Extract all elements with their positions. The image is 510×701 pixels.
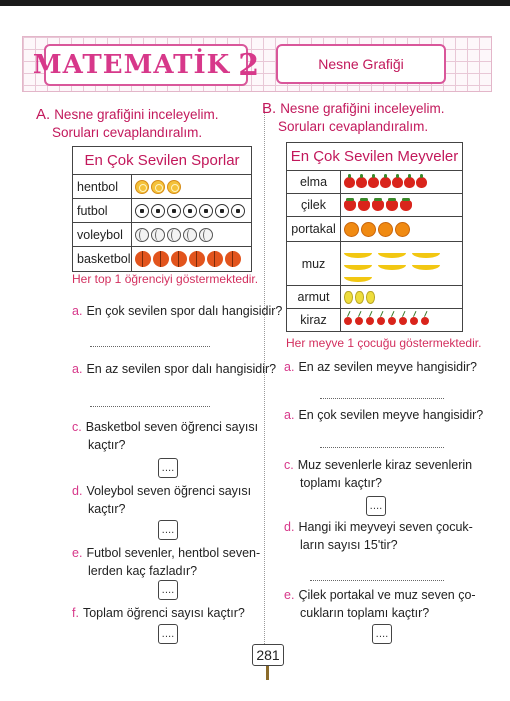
basketball-icon <box>135 251 151 267</box>
banana-icon <box>378 248 406 258</box>
tennis-ball-icon <box>151 180 165 194</box>
top-edge-bar <box>0 0 510 6</box>
soccer-ball-icon <box>151 204 165 218</box>
answer-line[interactable] <box>310 580 444 581</box>
question-b-a1: a. En az sevilen meyve hangisidir? <box>284 360 478 374</box>
question-b-c: c. Muz sevenlerle kiraz sevenlerin toplamı kaçtır? <box>284 458 473 490</box>
subject-title-box <box>32 44 260 86</box>
fruits-row-label: çilek <box>287 194 341 217</box>
fruits-row-label: muz <box>287 242 341 286</box>
question-d: d. Voleybol seven öğrenci sayısı kaçtır? <box>72 484 252 516</box>
orange-icon <box>395 222 410 237</box>
question-b-e: e. Çilek portakal ve muz seven ço- cukların toplamı kaçtır? <box>284 588 476 620</box>
sports-row-icons <box>131 175 251 199</box>
answer-box[interactable]: .... <box>158 520 178 540</box>
section-b-instruction-2: Soruları cevaplandıralım. <box>278 119 429 134</box>
tennis-ball-icon <box>135 180 149 194</box>
soccer-ball-icon <box>231 204 245 218</box>
apple-icon <box>392 177 403 188</box>
basketball-icon <box>225 251 241 267</box>
fruits-row-icons <box>341 242 463 286</box>
fruits-pictograph <box>286 142 463 332</box>
fruits-row-label: portakal <box>287 217 341 242</box>
soccer-ball-icon <box>167 204 181 218</box>
basketball-icon <box>189 251 205 267</box>
volleyball-icon <box>151 228 165 242</box>
answer-line[interactable] <box>320 447 444 448</box>
soccer-ball-icon <box>215 204 229 218</box>
strawberry-icon <box>400 200 412 211</box>
apple-icon <box>404 177 415 188</box>
pear-icon <box>344 291 353 304</box>
tennis-ball-icon <box>167 180 181 194</box>
question-b-a2: a. En çok sevilen meyve hangisidir? <box>284 408 484 422</box>
section-a-letter: A. <box>36 106 51 123</box>
apple-icon <box>368 177 379 188</box>
grade-number: 2 <box>238 47 260 83</box>
basketball-icon <box>171 251 187 267</box>
fruits-row-icons <box>341 194 463 217</box>
cherry-icon <box>355 317 363 325</box>
banana-icon <box>412 260 440 270</box>
question-c: c. Basketbol seven öğrenci sayısı kaçtır? <box>72 420 259 452</box>
answer-line[interactable] <box>320 398 444 399</box>
basketball-icon <box>153 251 169 267</box>
answer-box[interactable]: .... <box>158 458 178 478</box>
banana-icon <box>378 260 406 270</box>
sports-row-icons <box>131 199 251 223</box>
apple-icon <box>416 177 427 188</box>
question-f: f. Toplam öğrenci sayısı kaçtır? <box>72 606 245 620</box>
answer-box[interactable]: .... <box>158 624 178 644</box>
answer-box[interactable]: .... <box>158 580 178 600</box>
strawberry-icon <box>372 200 384 211</box>
page-number: 281 <box>252 644 284 666</box>
section-a-instruction-2: Soruları cevaplandıralım. <box>52 125 203 140</box>
cherry-icon <box>421 317 429 325</box>
sports-pictograph <box>72 146 252 272</box>
volleyball-icon <box>167 228 181 242</box>
section-b-letter: B. <box>262 100 277 117</box>
sports-row-icons <box>131 247 251 272</box>
fruits-row-label: armut <box>287 286 341 309</box>
answer-box[interactable]: .... <box>372 624 392 644</box>
column-divider <box>264 108 265 648</box>
soccer-ball-icon <box>183 204 197 218</box>
cherry-icon <box>377 317 385 325</box>
answer-box[interactable]: .... <box>366 496 386 516</box>
cherry-icon <box>366 317 374 325</box>
fruits-row-label: kiraz <box>287 309 341 332</box>
sports-row-label: voleybol <box>73 223 132 247</box>
pear-icon <box>366 291 375 304</box>
banana-icon <box>412 248 440 258</box>
page-number-marker <box>266 666 269 680</box>
apple-icon <box>344 177 355 188</box>
orange-icon <box>344 222 359 237</box>
pear-icon <box>355 291 364 304</box>
sports-row-label: basketbol <box>73 247 132 272</box>
section-a-heading <box>36 106 219 142</box>
strawberry-icon <box>386 200 398 211</box>
cherry-icon <box>388 317 396 325</box>
subject-title: MATEMATİK <box>32 50 231 80</box>
fruits-row-icons <box>341 171 463 194</box>
fruits-row-icons <box>341 309 463 332</box>
sports-row-label: hentbol <box>73 175 132 199</box>
volleyball-icon <box>183 228 197 242</box>
sports-row-label: futbol <box>73 199 132 223</box>
answer-line[interactable] <box>90 406 210 407</box>
basketball-icon <box>207 251 223 267</box>
volleyball-icon <box>135 228 149 242</box>
orange-icon <box>378 222 393 237</box>
question-a1: a. En çok sevilen spor dalı hangisidir? <box>72 304 283 318</box>
section-b-instruction-1: Nesne grafiğini inceleyelim. <box>280 101 445 116</box>
question-b-d: d. Hangi iki meyveyi seven çocuk- ların sayısı 15'tir? <box>284 520 473 552</box>
fruits-row-icons <box>341 286 463 309</box>
apple-icon <box>356 177 367 188</box>
cherry-icon <box>410 317 418 325</box>
orange-icon <box>361 222 376 237</box>
section-a-instruction-1: Nesne grafiğini inceleyelim. <box>54 107 219 122</box>
strawberry-icon <box>344 200 356 211</box>
cherry-icon <box>344 317 352 325</box>
fruits-table-title: En Çok Sevilen Meyveler <box>287 143 463 171</box>
soccer-ball-icon <box>135 204 149 218</box>
topic-title-box <box>276 44 446 84</box>
sports-legend-note: Her top 1 öğrenciyi göstermektedir. <box>72 272 259 286</box>
strawberry-icon <box>358 200 370 211</box>
sports-row-icons <box>131 223 251 247</box>
question-a2: a. En az sevilen spor dalı hangisidir? <box>72 362 277 376</box>
cherry-icon <box>399 317 407 325</box>
fruits-legend-note: Her meyve 1 çocuğu göstermektedir. <box>286 336 482 350</box>
fruits-row-icons <box>341 217 463 242</box>
sports-table-title: En Çok Sevilen Sporlar <box>73 147 252 175</box>
fruits-row-label: elma <box>287 171 341 194</box>
section-b-heading <box>262 100 445 136</box>
apple-icon <box>380 177 391 188</box>
topic-title: Nesne Grafiği <box>318 56 404 72</box>
volleyball-icon <box>199 228 213 242</box>
banana-icon <box>344 248 372 258</box>
soccer-ball-icon <box>199 204 213 218</box>
answer-line[interactable] <box>90 346 210 347</box>
question-e: e. Futbol sevenler, hentbol seven- lerden kaç fazladır? <box>72 546 261 578</box>
banana-icon <box>344 272 372 282</box>
banana-icon <box>344 260 372 270</box>
